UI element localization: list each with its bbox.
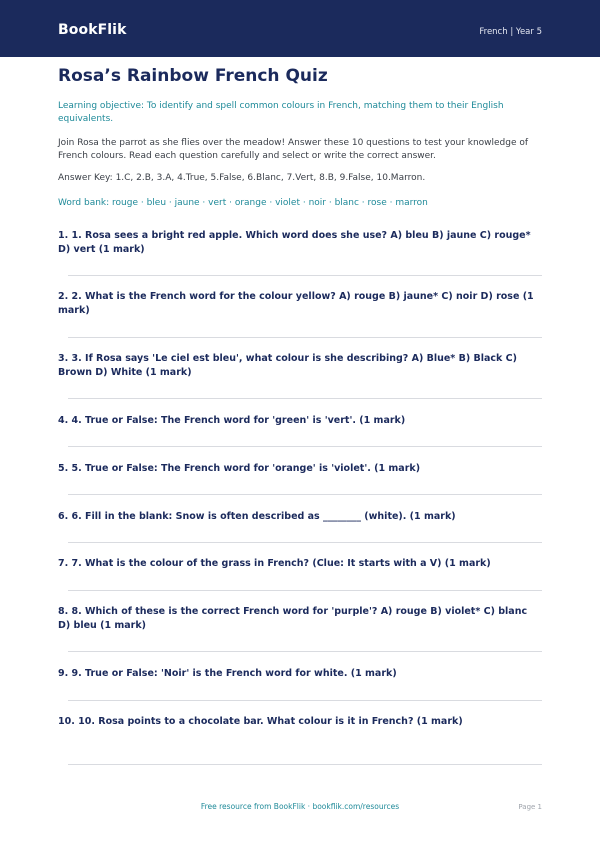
answer-line-6[interactable] (68, 542, 542, 543)
answer-line-7[interactable] (68, 590, 542, 591)
answer-key: Answer Key: 1.C, 2.B, 3.A, 4.True, 5.False, 6.Blanc, 7.Vert, 8.B, 9.False, 10.Marron. (58, 173, 426, 183)
question-4: 4. 4. True or False: The French word for 'green' is 'vert'. (1 mark) (58, 415, 406, 426)
answer-line-10[interactable] (68, 764, 542, 765)
question-1: 1. 1. Rosa sees a bright red apple. Which word does she use? A) bleu B) jaune C) rouge* D) vert (1 mark) (58, 230, 531, 255)
question-5: 5. 5. True or False: The French word for 'orange' is 'violet'. (1 mark) (58, 463, 421, 474)
page-title: Rosa’s Rainbow French Quiz (58, 66, 328, 86)
question-6: 6. 6. Fill in the blank: Snow is often described as ________ (white). (1 mark) (58, 511, 456, 522)
subject-year-label: French | Year 5 (479, 27, 542, 37)
answer-line-8[interactable] (68, 651, 542, 652)
question-3: 3. 3. If Rosa says 'Le ciel est bleu', what colour is she describing? A) Blue* B) Black C) Brown D) White (1 mark) (58, 353, 517, 378)
answer-line-2[interactable] (68, 337, 542, 338)
word-bank: Word bank: rouge · bleu · jaune · vert · orange · violet · noir · blanc · rose · marron (58, 198, 428, 208)
question-7: 7. 7. What is the colour of the grass in French? (Clue: It starts with a V) (1 mark) (58, 558, 491, 569)
footer-credit[interactable]: Free resource from BookFlik · bookflik.com/resources (200, 802, 400, 811)
answer-line-5[interactable] (68, 494, 542, 495)
question-8: 8. 8. Which of these is the correct French word for 'purple'? A) rouge B) violet* C) blanc D) bleu (1 mark) (58, 606, 528, 631)
page-number: Page 1 (518, 803, 542, 811)
intro-text: Join Rosa the parrot as she flies over the meadow! Answer these 10 questions to test your knowledge of French colours. Read each question carefully and select or write the correct answer. (58, 138, 529, 161)
answer-line-9[interactable] (68, 700, 542, 701)
brand-logo-text[interactable]: BookFlik (58, 22, 127, 38)
answer-line-3[interactable] (68, 398, 542, 399)
top-banner (0, 0, 600, 57)
question-9: 9. 9. True or False: 'Noir' is the French word for white. (1 mark) (58, 668, 397, 679)
answer-line-1[interactable] (68, 275, 542, 276)
answer-line-4[interactable] (68, 446, 542, 447)
question-10: 10. 10. Rosa points to a chocolate bar. What colour is it in French? (1 mark) (58, 716, 463, 727)
learning-objective: Learning objective: To identify and spell common colours in French, matching them to their English equivalents. (58, 101, 504, 124)
question-2: 2. 2. What is the French word for the colour yellow? A) rouge B) jaune* C) noir D) rose (1 mark) (58, 291, 534, 316)
